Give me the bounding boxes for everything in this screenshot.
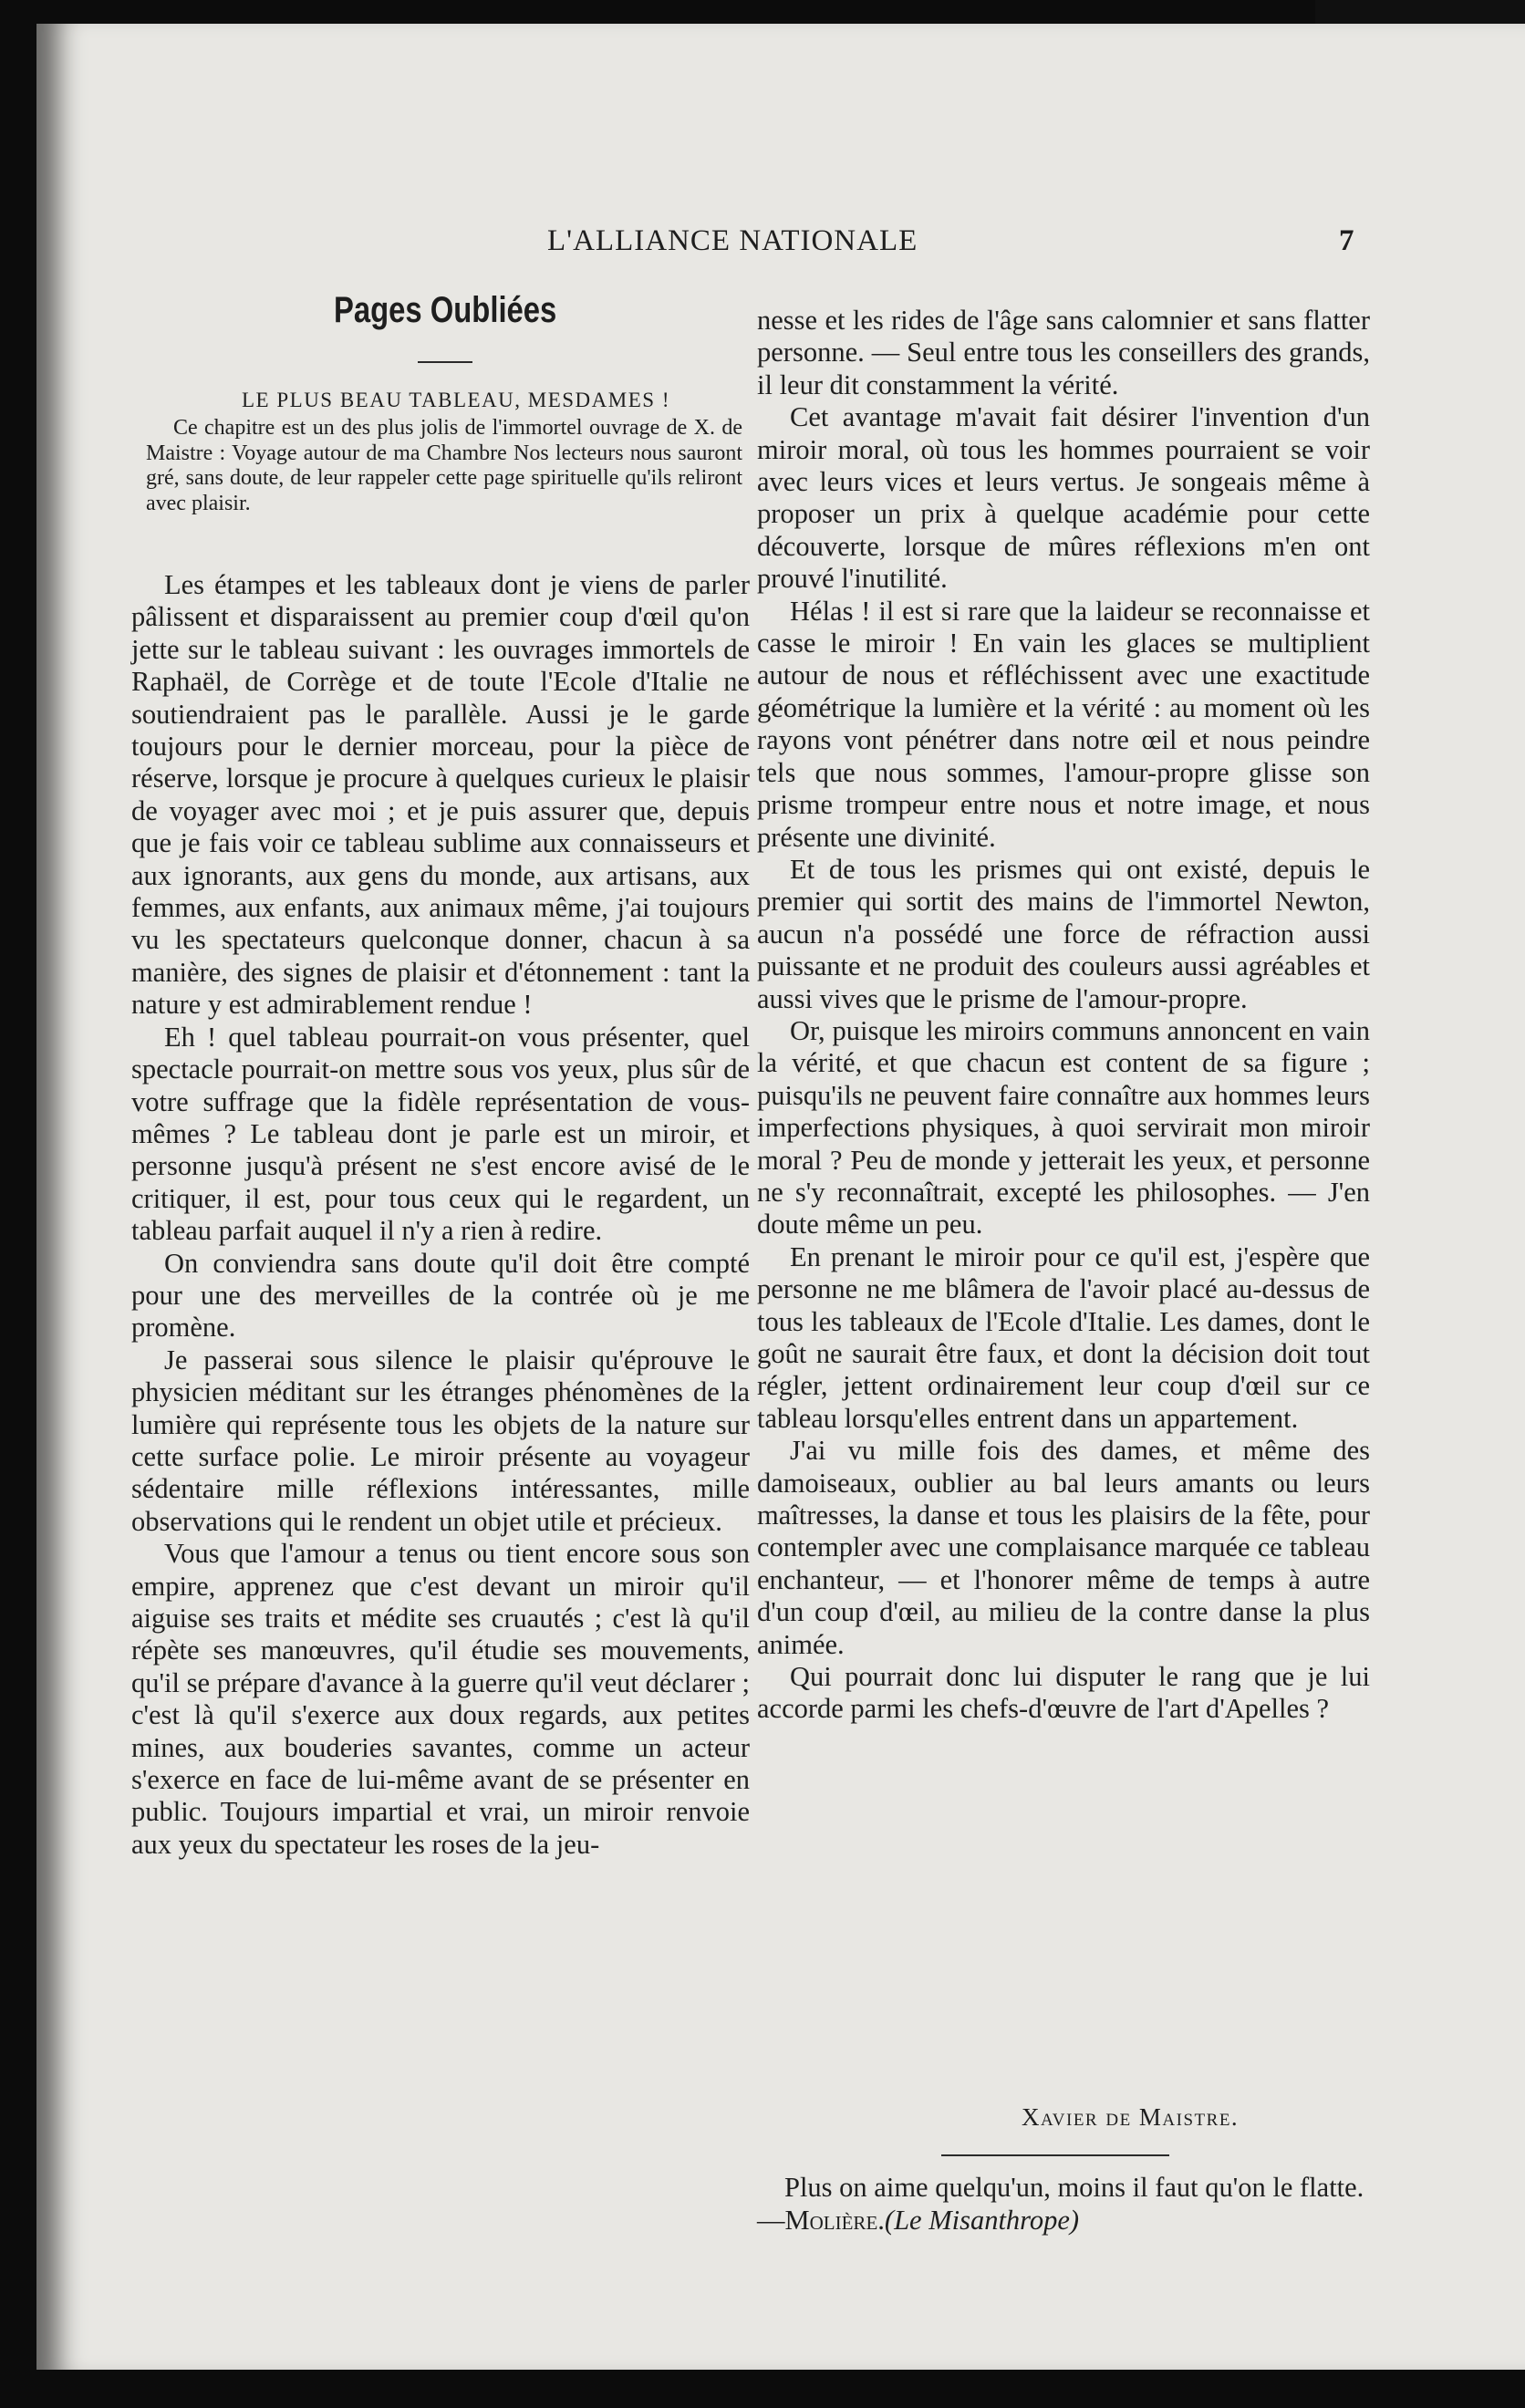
paragraph: Hélas ! il est si rare que la laideur se reconnaisse et casse le miroir ! En vain les glaces se multiplient autour de nous et réfléchissent avec une exactitude géométrique la lumière et la vérité : au moment où les rayons vont pénétrer dans notre œil et nous peindre tels que nous sommes, l'amour-propre glisse son prisme trompeur entre nous et notre image, et nous présente une divinité. xyxy=(757,595,1370,853)
paragraph-continued: nesse et les rides de l'âge sans calomnier et sans flatter personne. — Seul entre tous les conseillers des grands, il leur dit constamment la vérité. xyxy=(757,305,1370,400)
paragraph: Vous que l'amour a tenus ou tient encore sous son empire, apprenez que c'est devant un miroir qu'il aiguise ses traits et médite ses cruautés ; c'est là qu'il répète ses manœuvres, qu'il étudie ses mouvements, qu'il se prépare d'avance à la guerre qu'il veut déclarer ; c'est là qu'il s'exerce aux doux regards, aux petites mines, aux bouderies savantes, comme un acteur s'exerce en face de lui-même avant de se présenter en public. Toujours impartial et vrai, un miroir renvoie aux yeux du spectateur les roses de la jeu- xyxy=(131,1538,750,1860)
editor-intro xyxy=(146,416,742,516)
paragraph: Qui pourrait donc lui disputer le rang que je lui accorde parmi les chefs-d'œuvre de l'art d'Apelles ? xyxy=(757,1661,1370,1725)
quote-line xyxy=(757,2171,1370,2237)
page-number: 7 xyxy=(1339,224,1354,257)
closing-quote xyxy=(757,2171,1370,2237)
right-column xyxy=(757,305,1370,1726)
section-title: Pages Oubliées xyxy=(334,290,557,330)
paragraph: Or, puisque les miroirs communs annoncent en vain la vérité, et que chacun est content de sa figure ; puisqu'ils ne peuvent faire connaître aux hommes leurs imperfections physiques, à quoi servirait mon miroir moral ? Peu de monde y jetterait les yeux, et personne ne s'y reconnaîtrait, excepté les philosophes. — J'en doute même un peu. xyxy=(757,1014,1370,1240)
journal-title: L'ALLIANCE NATIONALE xyxy=(547,224,918,257)
article-subtitle: LE PLUS BEAU TABLEAU, MESDAMES ! xyxy=(242,389,670,411)
paragraph: Eh ! quel tableau pourrait-on vous présenter, quel spectacle pourrait-on mettre sous vos yeux, plus sûr de votre suffrage que la fidèle représentation de vous-mêmes ? Le tableau dont je parle est un miroir, et personne jusqu'à présent ne s'est encore avisé de le critiquer, il est, pour tous ceux qui le regardent, un tableau parfait auquel il n'y a rien à redire. xyxy=(131,1021,750,1247)
title-divider xyxy=(418,361,472,363)
left-column xyxy=(131,569,750,1861)
paragraph: Cet avantage m'avait fait désirer l'invention d'un miroir moral, où tous les hommes pourraient se voir avec leurs vices et leurs vertus. Je songeais même à proposer un prix à quelque académie pour cette découverte, lorsque de mûres réflexions m'en ont prouvé l'inutilité. xyxy=(757,401,1370,595)
author-signature: Xavier de Maistre. xyxy=(1022,2103,1240,2131)
paragraph: Je passerai sous silence le plaisir qu'éprouve le physicien méditant sur les étranges phénomènes de la lumière qui représente tous les objets de la nature sur cette surface polie. Le miroir présente au voyageur sédentaire mille réflexions intéressantes, mille observations qui le rendent un objet utile et précieux. xyxy=(131,1344,750,1537)
paragraph: On conviendra sans doute qu'il doit être compté pour une des merveilles de la contrée où je me promène. xyxy=(131,1247,750,1344)
quote-text: Plus on aime quelqu'un, moins il faut qu'on le flatte.— xyxy=(757,2172,1364,2236)
paragraph: J'ai vu mille fois des dames, et même des damoiseaux, oublier au bal leurs amants ou leurs maîtresses, la danse et tous les plaisirs de la fête, pour contempler avec une complaisance marquée ce tableau enchanteur, — et l'honorer même de temps à autre d'un coup d'œil, au milieu de la contre danse la plus animée. xyxy=(757,1435,1370,1660)
quote-source: (Le Misanthrope) xyxy=(884,2205,1080,2236)
paragraph: Et de tous les prismes qui ont existé, depuis le premier qui sortit des mains de l'immortel Newton, aucun n'a possédé une force de réfraction aussi puissante et ne produit des couleurs aussi agréables et aussi vives que le prisme de l'amour-propre. xyxy=(757,853,1370,1014)
intro-paragraph: Ce chapitre est un des plus jolis de l'immortel ouvrage de X. de Maistre : Voyage autour de ma Chambre Nos lecteurs nous sauront gré, sans doute, de leur rappeler cette page spirituelle qu'ils reliront avec plaisir. xyxy=(146,416,742,515)
quote-author: Molière. xyxy=(784,2205,885,2236)
end-divider xyxy=(941,2154,1169,2156)
paragraph: Les étampes et les tableaux dont je viens de parler pâlissent et disparaissent au premier coup d'œil qu'on jette sur le tableau suivant : les ouvrages immortels de Raphaël, de Corrège et de toute l'Ecole d'Italie ne soutiendraient pas le parallèle. Aussi je le garde toujours pour le dernier morceau, pour la pièce de réserve, lorsque je procure à quelques curieux le plaisir de voyager avec moi ; et je puis assurer que, depuis que je fais voir ce tableau sublime aux connaisseurs et aux ignorants, aux gens du monde, aux artisans, aux femmes, aux enfants, aux animaux même, j'ai toujours vu les spectateurs quelconque donner, chacun à sa manière, des signes de plaisir et d'étonnement : tant la nature y est admirablement rendue ! xyxy=(131,569,750,1021)
running-header xyxy=(547,224,1368,261)
paragraph: En prenant le miroir pour ce qu'il est, j'espère que personne ne me blâmera de l'avoir placé au-dessus de tous les tableaux de l'Ecole d'Italie. Les dames, dont le goût ne saurait être faux, et dont la décision doit tout régler, jettent ordinairement leur coup d'œil sur ce tableau lorsqu'elles entrent dans un appartement. xyxy=(757,1240,1370,1434)
